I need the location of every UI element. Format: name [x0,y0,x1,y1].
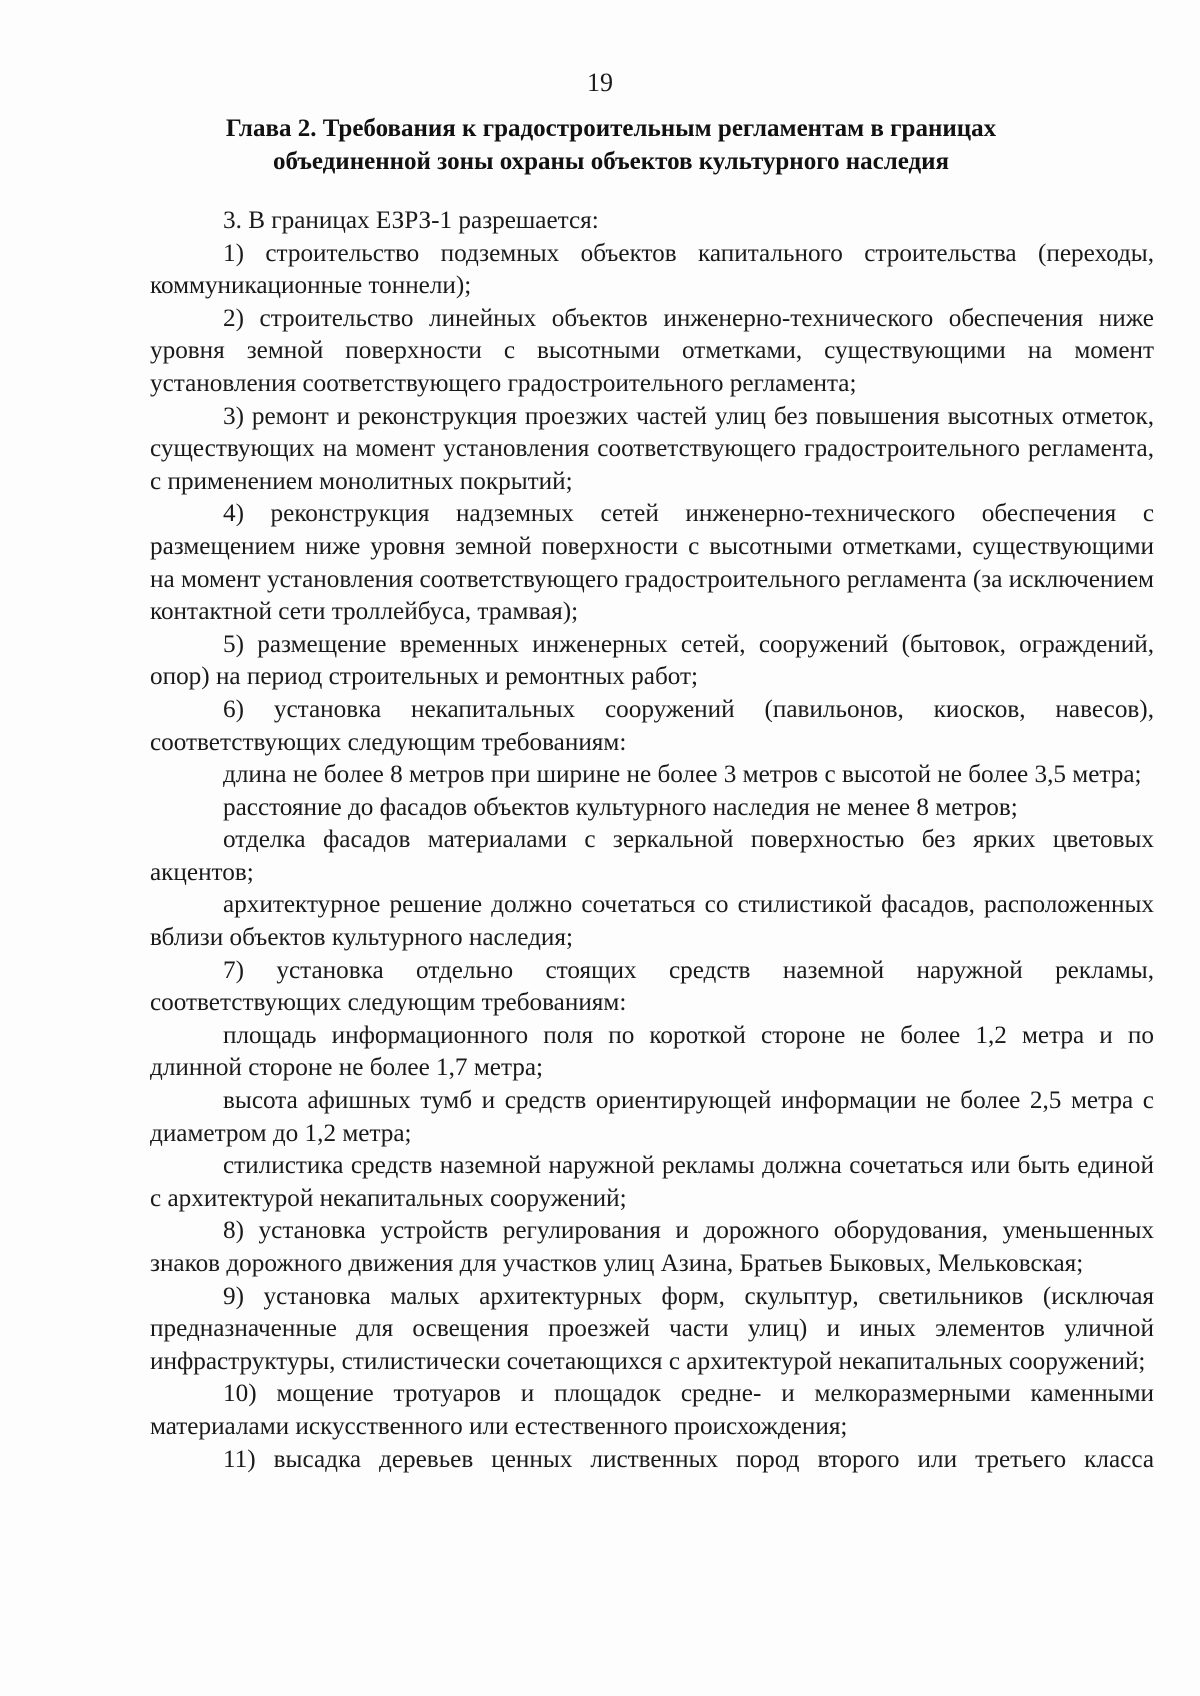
paragraph: 4) реконструкция надземных сетей инженерно-технического обеспечения с размещением ниже уровня земной поверхности с высотными отметками, существующими на момент установления соответствующего градостроительного регламента (за исключением контактной сети троллейбуса, трамвая); [150,500,1154,626]
paragraph: расстояние до фасадов объектов культурного наследия не менее 8 метров; [223,793,1018,821]
paragraph: 6) установка некапитальных сооружений (павильонов, киосков, навесов), соответствующих следующим требованиям: [150,695,1154,756]
paragraph: 7) установка отдельно стоящих средств наземной наружной рекламы, соответствующих следующим требованиям: [150,956,1154,1017]
page-number: 19 [587,68,613,97]
paragraph: площадь информационного поля по короткой стороне не более 1,2 метра и по длинной стороне не более 1,7 метра; [150,1021,1154,1082]
paragraph: 1) строительство подземных объектов капитального строительства (переходы, коммуникационные тоннели); [150,239,1154,300]
paragraph: 3. В границах ЕЗРЗ-1 разрешается: [223,207,599,234]
paragraph: 3) ремонт и реконструкция проезжих частей улиц без повышения высотных отметок, существующих на момент установления соответствующего градостроительного регламента, с применением монолитных покрытий; [150,402,1154,495]
paragraph: 10) мощение тротуаров и площадок средне- и мелкоразмерными каменными материалами искусственного или естественного происхождения; [150,1380,1154,1440]
body-text [150,205,1154,1476]
chapter-title: Глава 2. Требования к градостроительным регламентам в границах объединенной зоны охраны объектов культурного наследия [225,115,997,175]
paragraph: высота афишных тумб и средств ориентирующей информации не более 2,5 метра с диаметром до 1,2 метра; [150,1087,1154,1147]
paragraph: 11) высадка деревьев ценных лиственных пород второго или третьего класса [223,1445,1154,1473]
paragraph: 9) установка малых архитектурных форм, скульптур, светильников (исключая предназначенные для освещения проезжей части улиц) и иных элементов уличной инфраструктуры, стилистически сочетающихся с архитектурой некапитальных сооружений; [150,1282,1154,1375]
paragraph: отделка фасадов материалами с зеркальной поверхностью без ярких цветовых акцентов; [150,826,1154,886]
paragraph: 5) размещение временных инженерных сетей, сооружений (бытовок, ограждений, опор) на период строительных и ремонтных работ; [150,630,1154,691]
paragraph: длина не более 8 метров при ширине не более 3 метров с высотой не более 3,5 метра; [223,761,1142,789]
paragraph: стилистика средств наземной наружной рекламы должна сочетаться или быть единой с архитектурой некапитальных сооружений; [150,1152,1154,1212]
paragraph: архитектурное решение должно сочетаться со стилистикой фасадов, расположенных вблизи объектов культурного наследия; [150,891,1154,952]
paragraph: 2) строительство линейных объектов инженерно-технического обеспечения ниже уровня земной поверхности с высотными отметками, существующими на момент установления соответствующего градостроительного регламента; [150,304,1154,397]
paragraph: 8) установка устройств регулирования и дорожного оборудования, уменьшенных знаков дорожного движения для участков улиц Азина, Братьев Быковых, Мельковская; [150,1217,1154,1277]
